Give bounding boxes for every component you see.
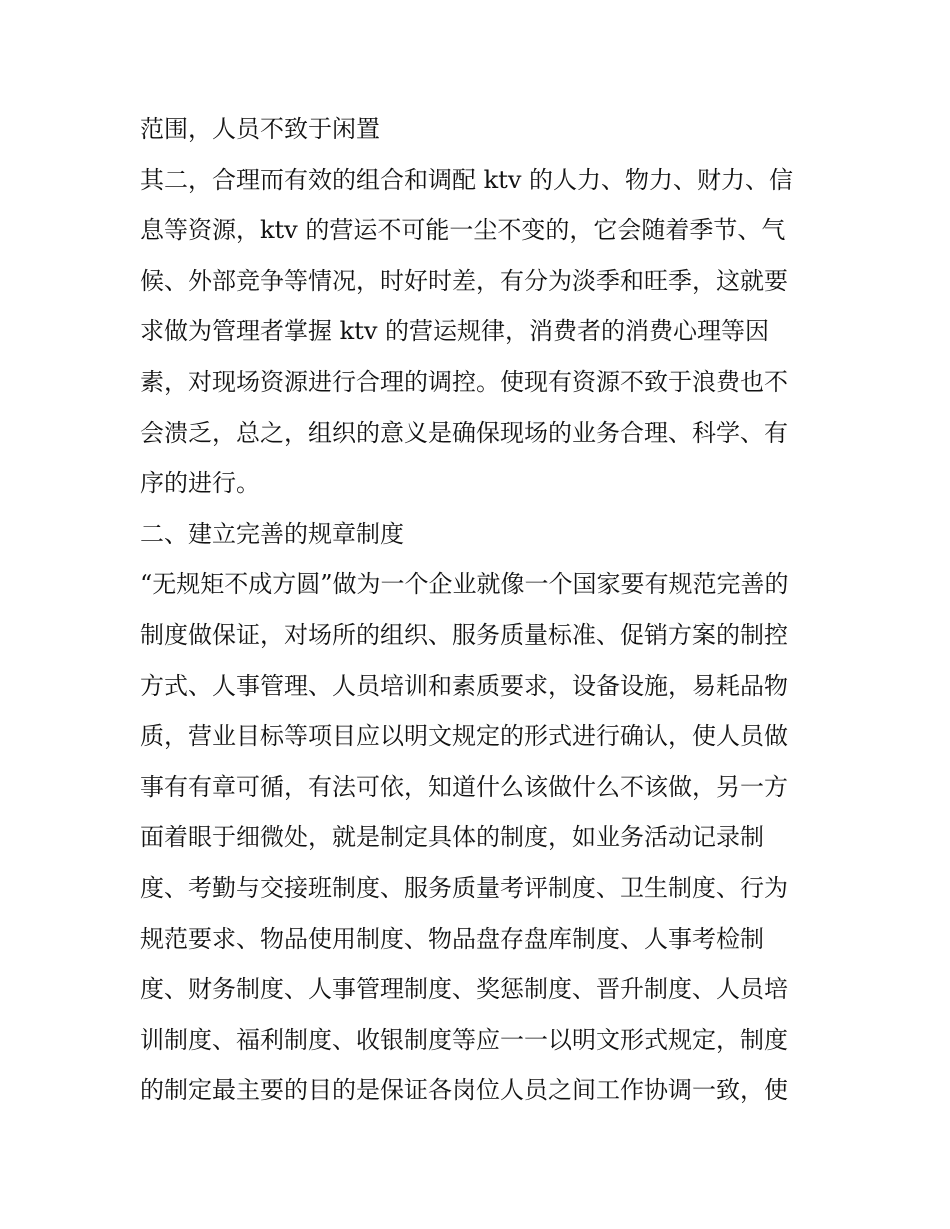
text-line: 方式、人事管理、人员培训和素质要求，设备设施，易耗品物 <box>140 671 788 700</box>
text-line: 范围，人员不致于闲置 <box>140 115 380 143</box>
text-line: 制度做保证，对场所的组织、服务质量标准、促销方案的制控 <box>140 620 788 649</box>
text-line: 事有有章可循，有法可依，知道什么该做什么不该做，另一方 <box>140 772 788 801</box>
text-line: 素，对现场资源进行合理的调控。使现有资源不致于浪费也不 <box>140 367 788 396</box>
text-line: “无规矩不成方圆”做为一个企业就像一个国家要有规范完善的 <box>140 570 789 599</box>
text-line: 规范要求、物品使用制度、物品盘存盘库制度、人事考检制 <box>140 924 764 953</box>
text-line: 息等资源，ktv 的营运不可能一尘不变的，它会随着季节、气 <box>140 216 786 245</box>
text-line: 质，营业目标等项目应以明文规定的形式进行确认，使人员做 <box>140 722 788 751</box>
text-line: 度、考勤与交接班制度、服务质量考评制度、卫生制度、行为 <box>140 873 788 902</box>
section-heading: 二、建立完善的规章制度 <box>140 519 404 548</box>
document-body <box>140 104 820 1116</box>
text-line: 度、财务制度、人事管理制度、奖惩制度、晋升制度、人员培 <box>140 975 788 1004</box>
text-line: 训制度、福利制度、收银制度等应一一以明文形式规定，制度 <box>140 1025 788 1054</box>
text-line: 候、外部竞争等情况，时好时差，有分为淡季和旺季，这就要 <box>140 266 788 295</box>
text-line: 面着眼于细微处，就是制定具体的制度，如业务活动记录制 <box>140 823 764 852</box>
text-line: 的制定最主要的目的是保证各岗位人员之间工作协调一致，使 <box>140 1076 788 1105</box>
text-line: 会溃乏，总之，组织的意义是确保现场的业务合理、科学、有 <box>140 418 788 447</box>
text-line: 序的进行。 <box>140 469 260 498</box>
text-line: 其二，合理而有效的组合和调配 ktv 的人力、物力、财力、信 <box>140 165 794 194</box>
text-line: 求做为管理者掌握 ktv 的营运规律，消费者的消费心理等因 <box>140 317 770 346</box>
